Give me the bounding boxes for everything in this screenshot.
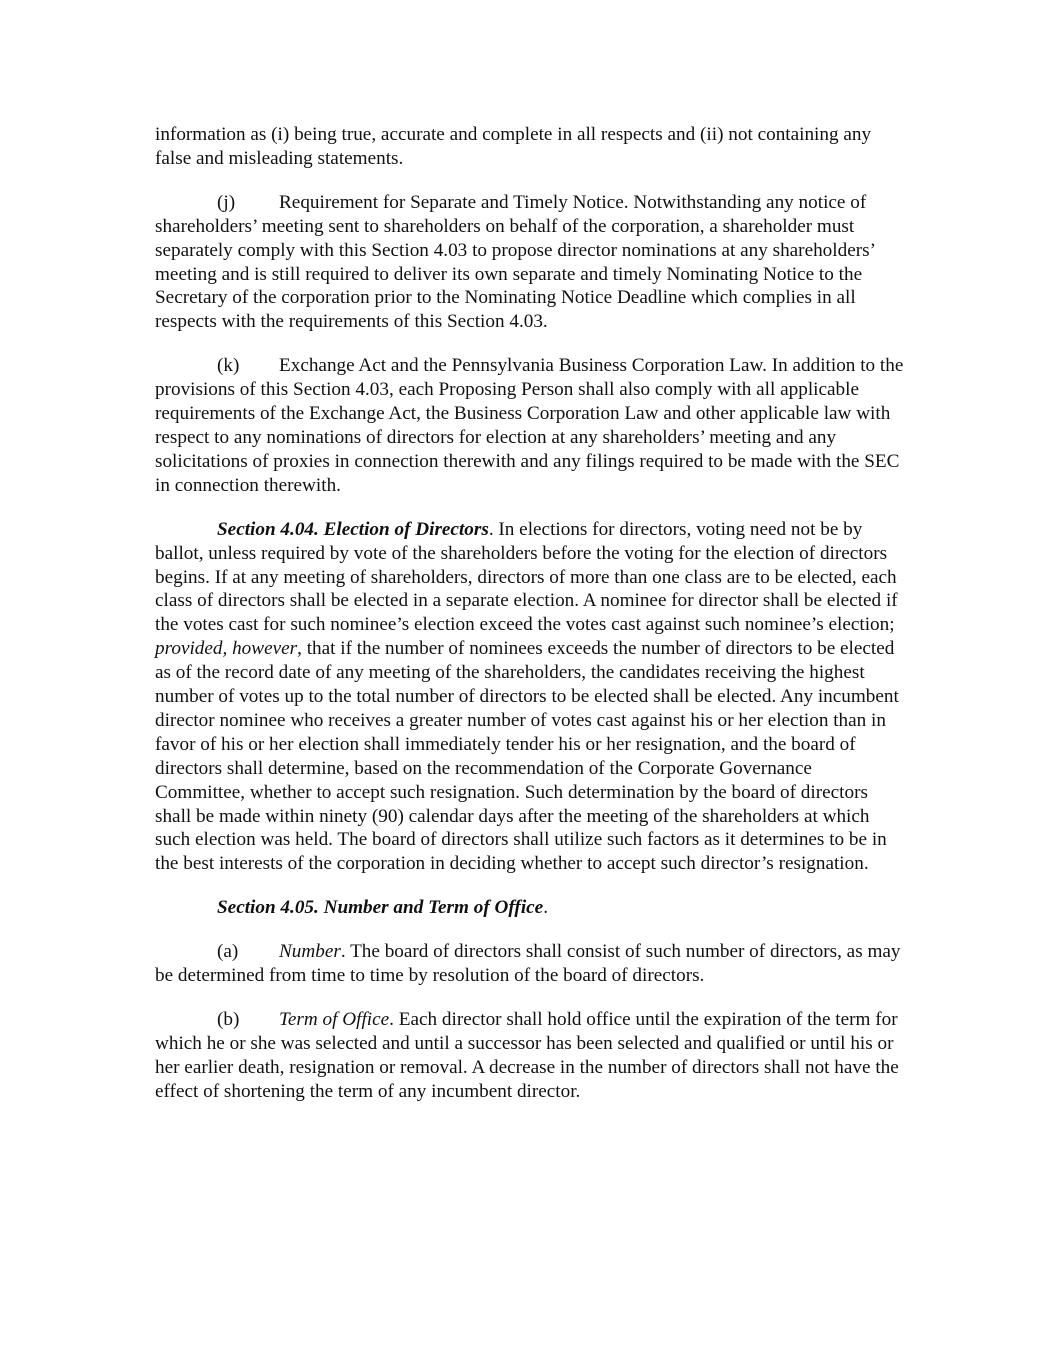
section-italic-text: provided, however bbox=[155, 638, 298, 660]
paragraph-continuation bbox=[155, 123, 905, 171]
paragraph-text: . The board of directors shall consist of such number of directors, as may be determined from time to time by resolution of the board of directors. bbox=[155, 941, 901, 987]
paragraph-title: Number bbox=[279, 941, 341, 963]
paragraph-text: information as (i) being true, accurate and complete in all respects and (ii) not containing any false and misleading statements. bbox=[155, 124, 872, 169]
paragraph-text: Requirement for Separate and Timely Notice. Notwithstanding any notice of shareholders’ meeting sent to shareholders on behalf of the corporation, a shareholder must separately comply with this Section 4.03 to propose director nominations at any shareholders’ meeting and is still required to deliver its own separate and timely Nominating Notice to the Secretary of the corporation prior to the Nominating Notice Deadline which complies in all respects with the requirements of this Section 4.03. bbox=[155, 191, 875, 333]
paragraph-a bbox=[155, 940, 905, 988]
section-heading: Section 4.04. Election of Directors bbox=[217, 518, 489, 540]
document-page bbox=[155, 123, 905, 1124]
paragraph-text: . Each director shall hold office until the expiration of the term for which he or she was selected and until a successor has been selected and qualified or until his or her earlier death, resignation or removal. A decrease in the number of directors shall not have the effect of shortening the term of any incumbent director. bbox=[155, 1009, 899, 1102]
paragraph-k bbox=[155, 354, 905, 497]
paragraph-title: Term of Office bbox=[279, 1009, 390, 1030]
paragraph-label: (j) bbox=[217, 191, 236, 213]
section-text-part-2: , that if the number of nominees exceeds the number of directors to be elected as of the record date of any meeting of the shareholders, the candidates receiving the highest number of votes up to the total number of directors to be elected shall be elected. Any incumbent director nominee who receives a greater number of votes cast against his or her election than in favor of his or her election shall immediately tender his or her resignation, and the board of directors shall determine, based on the recommendation of the Corporate Governance Committee, whether to accept such resignation. Such determination by the board of directors shall be made within ninety (90) calendar days after the meeting of the shareholders at which such election was held. The board of directors shall utilize such factors as it determines to be in the best interests of the corporation in deciding whether to accept such director’s resignation. bbox=[155, 638, 899, 875]
paragraph-label: (b) bbox=[217, 1009, 240, 1030]
paragraph-text: Exchange Act and the Pennsylvania Business Corporation Law. In addition to the provisions of this Section 4.03, each Proposing Person shall also comply with all applicable requirements of the Exchange Act, the Business Corporation Law and other applicable law with respect to any nominations of directors for election at any shareholders’ meeting and any solicitations of proxies in connection therewith and any filings required to be made with the SEC in connection therewith. bbox=[155, 355, 904, 496]
paragraph-b bbox=[155, 1008, 905, 1104]
section-4-05 bbox=[155, 896, 905, 920]
section-text-part-1: In elections for directors, voting need not be by ballot, unless required by vote of the shareholders before the voting for the election of directors begins. If at any meeting of shareholders, directors of more than one class are to be elected, each class of directors shall be elected in a separate election. A nominee for director shall be elected if the votes cast for such nominee’s election exceed the votes cast against such nominee’s election; bbox=[155, 518, 898, 636]
heading-punctuation: . bbox=[488, 518, 494, 540]
heading-punctuation: . bbox=[543, 897, 548, 919]
section-4-04 bbox=[155, 518, 905, 877]
paragraph-label: (k) bbox=[217, 355, 240, 377]
section-heading: Section 4.05. Number and Term of Office bbox=[217, 897, 544, 919]
paragraph-j bbox=[155, 191, 905, 334]
paragraph-label: (a) bbox=[217, 941, 239, 963]
